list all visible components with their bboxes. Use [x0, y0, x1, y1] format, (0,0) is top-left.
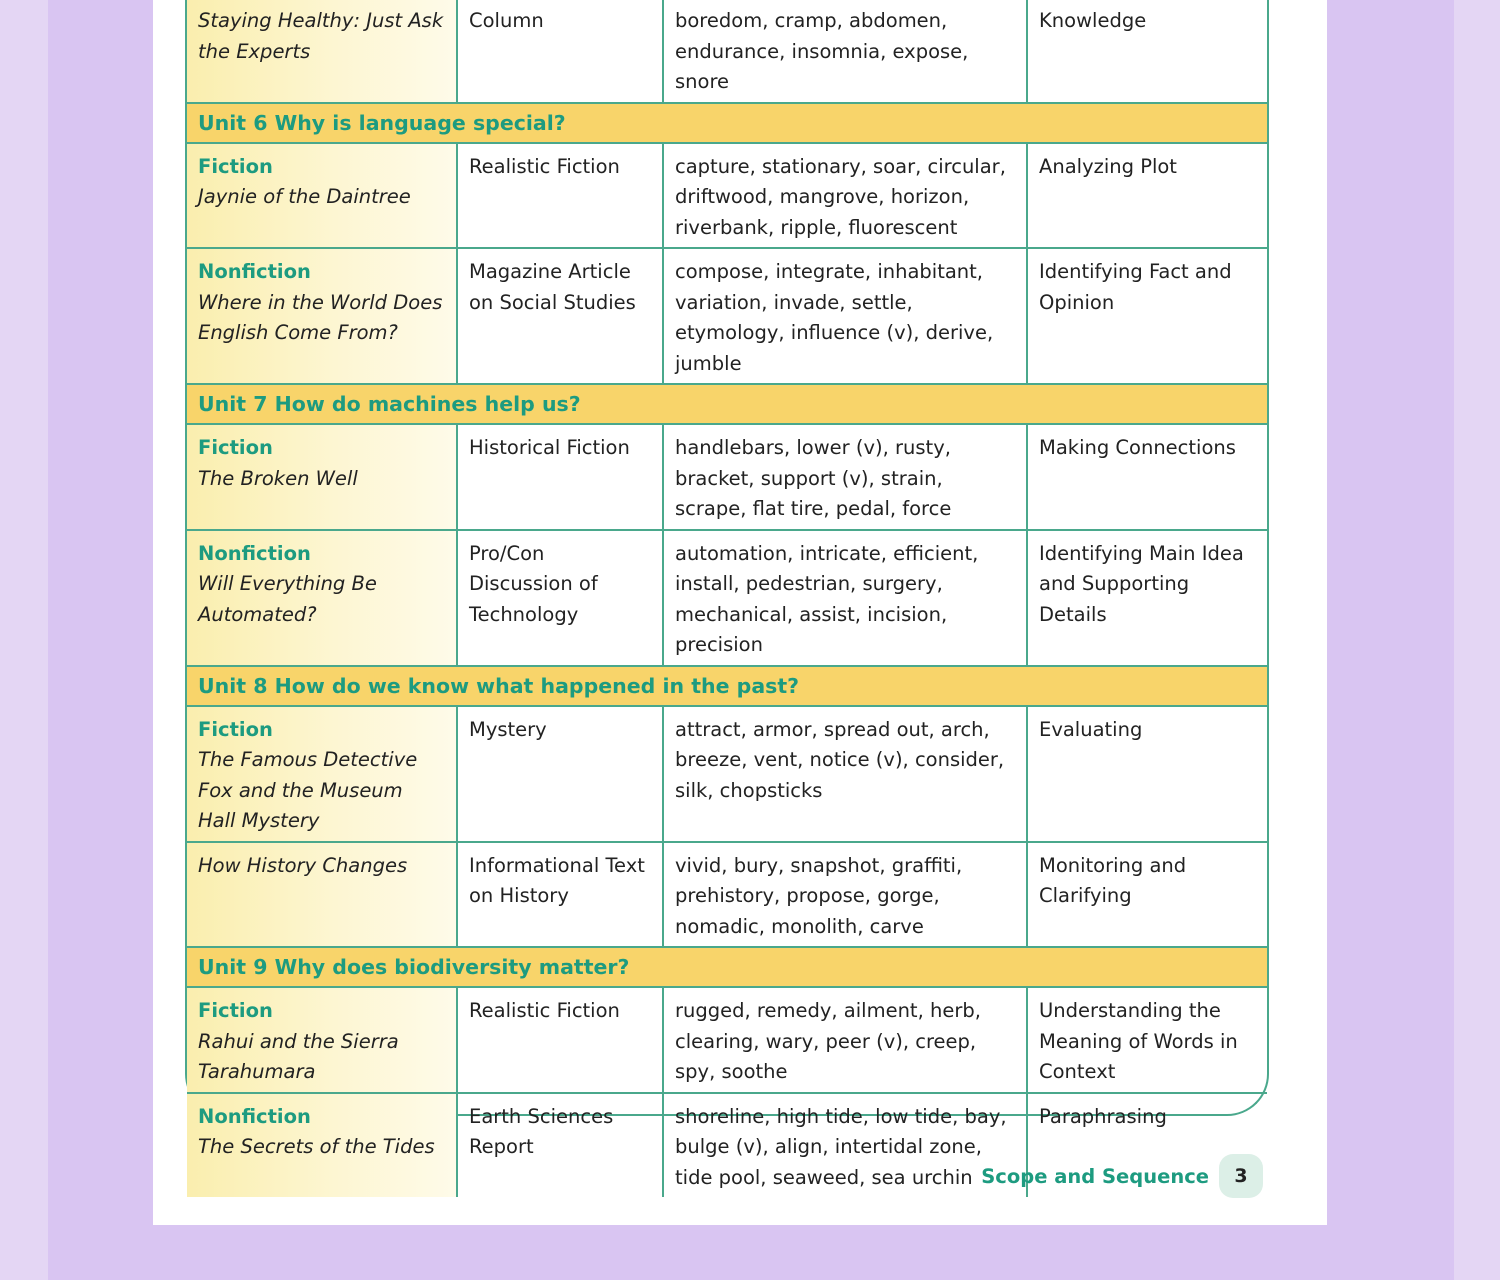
text-type-cell: Earth Sciences Report: [457, 1093, 663, 1198]
unit-header-row: [187, 947, 1267, 987]
table-row: [187, 530, 1267, 666]
vocabulary-cell: compose, integrate, inhabitant, variation, invade, settle, etymology, influence (v), derive, jumble: [663, 248, 1027, 384]
text-type-cell: Mystery: [457, 706, 663, 842]
genre-label: Fiction: [198, 154, 273, 178]
genre-label: Fiction: [198, 717, 273, 741]
title-cell: [187, 530, 457, 666]
genre-label: Nonfiction: [198, 541, 311, 565]
text-type-cell: Magazine Article on Social Studies: [457, 248, 663, 384]
table-row: [187, 424, 1267, 530]
title-cell: [187, 424, 457, 530]
lesson-title: The Famous Detective Fox and the Museum Hall Mystery: [198, 748, 418, 832]
genre-label: Nonfiction: [198, 1104, 311, 1128]
vocabulary-cell: rugged, remedy, ailment, herb, clearing, wary, peer (v), creep, spy, soothe: [663, 987, 1027, 1093]
vocabulary-cell: shoreline, high tide, low tide, bay, bulge (v), align, intertidal zone, tide pool, seaweed, sea urchin: [663, 1093, 1027, 1198]
text-type-cell: Column: [457, 0, 663, 103]
unit-heading: Unit 8 How do we know what happened in the past?: [187, 666, 1267, 706]
lesson-title: How History Changes: [198, 853, 408, 877]
skill-cell: Knowledge: [1027, 0, 1267, 103]
page-footer: [981, 1153, 1263, 1199]
text-type-cell: Realistic Fiction: [457, 143, 663, 249]
skill-cell: Making Connections: [1027, 424, 1267, 530]
table-row: [187, 143, 1267, 249]
skill-cell: Identifying Main Idea and Supporting Details: [1027, 530, 1267, 666]
unit-heading: Unit 6 Why is language special?: [187, 103, 1267, 143]
genre-label: Fiction: [198, 999, 273, 1022]
vocabulary-cell: capture, stationary, soar, circular, driftwood, mangrove, horizon, riverbank, ripple, fluorescent: [663, 143, 1027, 249]
skill-cell: Analyzing Plot: [1027, 143, 1267, 249]
vocabulary-cell: vivid, bury, snapshot, graffiti, prehistory, propose, gorge, nomadic, monolith, carve: [663, 842, 1027, 948]
genre-label: Nonfiction: [198, 260, 311, 283]
lesson-title: Will Everything Be Automated?: [198, 572, 377, 626]
title-cell: [187, 248, 457, 384]
skill-cell: Identifying Fact and Opinion: [1027, 248, 1267, 384]
lesson-title: Rahui and the Sierra Tarahumara: [198, 1029, 399, 1083]
lesson-title: Staying Healthy: Just Ask the Experts: [198, 9, 444, 63]
lesson-title: The Broken Well: [198, 466, 358, 490]
skill-cell: Understanding the Meaning of Words in Context: [1027, 987, 1267, 1093]
genre-label: Fiction: [198, 436, 273, 459]
skill-cell: Paraphrasing: [1027, 1093, 1267, 1198]
table-row: [187, 248, 1267, 384]
vocabulary-cell: boredom, cramp, abdomen, endurance, insomnia, expose, snore: [663, 0, 1027, 103]
document-page: [153, 0, 1327, 1225]
title-cell: [187, 143, 457, 249]
table-row: [187, 987, 1267, 1093]
page-number-badge: 3: [1219, 1154, 1263, 1198]
lesson-title: The Secrets of the Tides: [198, 1135, 435, 1158]
table-row: [187, 842, 1267, 948]
title-cell: [187, 842, 457, 948]
unit-heading: Unit 9 Why does biodiversity matter?: [187, 947, 1267, 987]
title-cell: [187, 1093, 457, 1198]
unit-header-row: [187, 103, 1267, 143]
skill-cell: Monitoring and Clarifying: [1027, 842, 1267, 948]
lesson-title: Where in the World Does English Come From?: [198, 290, 443, 344]
unit-header-row: [187, 666, 1267, 706]
skill-cell: Evaluating: [1027, 706, 1267, 842]
title-cell: [187, 0, 457, 103]
vocabulary-cell: attract, armor, spread out, arch, breeze, vent, notice (v), consider, silk, chopsticks: [663, 706, 1027, 842]
vocabulary-cell: automation, intricate, efficient, install, pedestrian, surgery, mechanical, assist, incision, precision: [663, 530, 1027, 666]
text-type-cell: Pro/Con Discussion of Technology: [457, 530, 663, 666]
unit-header-row: [187, 384, 1267, 424]
vocabulary-cell: handlebars, lower (v), rusty, bracket, support (v), strain, scrape, flat tire, pedal, force: [663, 424, 1027, 530]
text-type-cell: Realistic Fiction: [457, 987, 663, 1093]
scope-sequence-table: [187, 0, 1267, 1197]
title-cell: [187, 706, 457, 842]
text-type-cell: Historical Fiction: [457, 424, 663, 530]
title-cell: [187, 987, 457, 1093]
table-row: [187, 0, 1267, 103]
unit-heading: Unit 7 How do machines help us?: [187, 384, 1267, 424]
lesson-title: Jaynie of the Daintree: [198, 185, 411, 208]
footer-section-label: Scope and Sequence: [981, 1164, 1209, 1188]
text-type-cell: Informational Text on History: [457, 842, 663, 948]
table-row: [187, 706, 1267, 842]
